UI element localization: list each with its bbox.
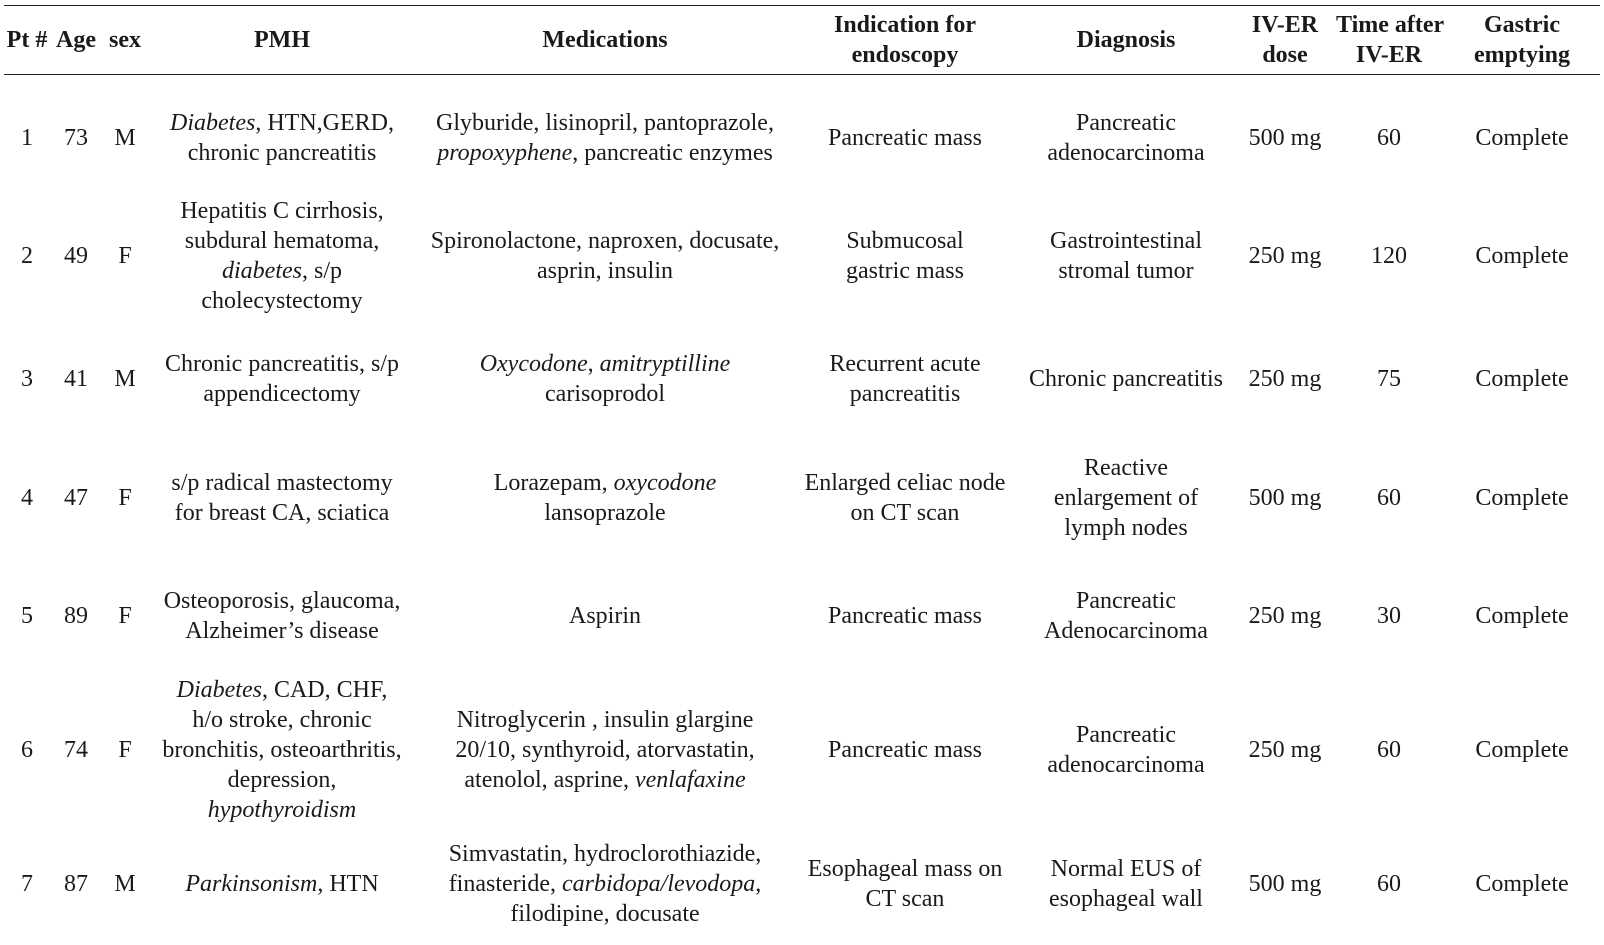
cell-age: 89 (64, 603, 88, 629)
cell-sex: M (114, 366, 136, 392)
header-age: Age (56, 27, 96, 53)
header-dose (1236, 6, 1334, 75)
header-pmh: PMH (254, 27, 310, 53)
cell-gastric: Complete (1475, 737, 1569, 763)
cell-medications-text: filodipine, docusate (510, 901, 700, 927)
cell-medications-italic: Oxycodone (479, 351, 588, 377)
cell-pmh-italic: Parkinsonism (185, 871, 318, 897)
cell-sex: F (118, 243, 132, 269)
cell-medications-line (418, 468, 792, 498)
cell-gastric: Complete (1475, 125, 1569, 151)
cell-pmh (148, 75, 416, 194)
cell-sex: F (118, 737, 132, 763)
cell-medications-line (418, 108, 792, 138)
cell-indication-line: CT scan (865, 886, 945, 912)
cell-medications-line (418, 735, 792, 765)
cell-indication (794, 825, 1016, 943)
cell-sex: F (118, 485, 132, 511)
cell-pmh-text: subdural hematoma, (184, 228, 380, 254)
cell-diagnosis-line: Chronic pancreatitis (1029, 366, 1223, 392)
cell-pmh-line (150, 675, 414, 705)
cell-pt: 2 (21, 243, 33, 269)
header-indication-line2: endoscopy (851, 42, 959, 68)
cell-medications (416, 319, 794, 439)
cell-diagnosis-line: Gastrointestinal (1050, 228, 1202, 254)
cell-pmh-line (150, 349, 414, 379)
cell-diagnosis-line: Pancreatic (1076, 588, 1176, 614)
cell-pmh (148, 319, 416, 439)
header-gastric-line1: Gastric (1484, 12, 1560, 38)
cell-medications-line (418, 138, 792, 168)
cell-pmh (148, 193, 416, 319)
cell-pmh-line (150, 705, 414, 735)
cell-diagnosis (1016, 439, 1236, 557)
cell-pmh (148, 675, 416, 825)
cell-pmh-text: , CAD, CHF, (261, 677, 388, 703)
cell-indication (794, 439, 1016, 557)
table-row (4, 193, 1600, 319)
cell-gastric: Complete (1475, 871, 1569, 897)
cell-time: 60 (1377, 737, 1401, 763)
cell-medications (416, 439, 794, 557)
cell-pmh-text: s/p radical mastectomy (171, 470, 393, 496)
cell-indication-line: Enlarged celiac node (804, 470, 1006, 496)
cell-pmh-line (150, 586, 414, 616)
table-row (4, 825, 1600, 943)
cell-diagnosis-line: adenocarcinoma (1047, 140, 1205, 166)
cell-medications-line (418, 705, 792, 735)
cell-indication-line: pancreatitis (849, 381, 961, 407)
cell-medications (416, 557, 794, 675)
header-gastric-line2: emptying (1474, 42, 1570, 68)
cell-medications-line (418, 869, 792, 899)
cell-medications-text: Lorazepam, (493, 470, 614, 496)
cell-pmh-line (150, 468, 414, 498)
cell-pmh-line (150, 256, 414, 286)
cell-pt: 5 (21, 603, 33, 629)
cell-diagnosis (1016, 319, 1236, 439)
header-medications: Medications (542, 27, 668, 53)
table-row (4, 75, 1600, 194)
cell-gastric: Complete (1475, 603, 1569, 629)
cell-age: 41 (64, 366, 88, 392)
cell-age: 47 (64, 485, 88, 511)
cell-medications-line (418, 349, 792, 379)
medications-italic: venlafaxine (635, 767, 746, 793)
cell-medications (416, 825, 794, 943)
cell-age: 73 (64, 125, 88, 151)
cell-pmh-text: cholecystectomy (201, 288, 363, 314)
cell-pmh-italic: Diabetes (176, 677, 262, 703)
cell-medications-text: finasteride, (448, 871, 562, 897)
cell-dose: 500 mg (1248, 871, 1322, 897)
cell-indication (794, 557, 1016, 675)
table-row (4, 319, 1600, 439)
cell-diagnosis-line: stromal tumor (1058, 258, 1194, 284)
cell-dose: 250 mg (1248, 243, 1322, 269)
cell-medications-line (418, 899, 792, 929)
cell-medications-line (418, 256, 792, 286)
cell-indication-line: Submucosal (846, 228, 964, 254)
cell-pmh-italic: diabetes (222, 258, 302, 284)
cell-sex: M (114, 125, 136, 151)
cell-pmh-text: Alzheimer’s disease (185, 618, 379, 644)
cell-pmh (148, 439, 416, 557)
cell-pmh-text: h/o stroke, chronic (192, 707, 372, 733)
cell-age: 49 (64, 243, 88, 269)
cell-pmh-line (150, 735, 414, 765)
cell-indication-line: Pancreatic mass (828, 603, 982, 629)
cell-pmh-line (150, 498, 414, 528)
cell-pmh-text: Hepatitis C cirrhosis, (180, 198, 384, 224)
cell-pmh-text: depression, (227, 767, 337, 793)
cell-pmh-italic: Diabetes (170, 110, 256, 136)
cell-medications-text: asprin, insulin (537, 258, 673, 284)
cell-diagnosis (1016, 825, 1236, 943)
cell-pt: 1 (21, 125, 33, 151)
cell-pmh-italic: hypothyroidism (207, 797, 357, 823)
medications-italic: carbidopa/levodopa (561, 871, 756, 897)
cell-diagnosis (1016, 557, 1236, 675)
cell-pmh-line (150, 765, 414, 795)
cell-pmh-line (150, 226, 414, 256)
cell-age: 74 (64, 737, 88, 763)
header-time (1334, 6, 1444, 75)
cell-medications-text: atenolol, asprine, (464, 767, 635, 793)
cell-dose: 500 mg (1248, 485, 1322, 511)
cell-diagnosis-line: Reactive (1084, 455, 1168, 481)
cell-pmh (148, 557, 416, 675)
cell-medications-text: carisoprodol (545, 381, 665, 407)
cell-medications-line (418, 601, 792, 631)
cell-dose: 250 mg (1248, 366, 1322, 392)
cell-pt: 7 (21, 871, 33, 897)
cell-indication (794, 319, 1016, 439)
cell-pmh-line (150, 108, 414, 138)
cell-indication-line: Pancreatic mass (828, 125, 982, 151)
cell-pmh-text: for breast CA, sciatica (174, 500, 390, 526)
cell-medications-text: , pancreatic enzymes (572, 140, 773, 166)
cell-medications-line (418, 379, 792, 409)
cell-pmh-line (150, 795, 414, 825)
cell-diagnosis-line: Pancreatic (1076, 110, 1176, 136)
cell-pmh-line (150, 869, 414, 899)
cell-diagnosis-line: Adenocarcinoma (1044, 618, 1208, 644)
header-sex: sex (109, 27, 141, 53)
cell-pmh-text: , HTN,GERD, (255, 110, 394, 136)
cell-gastric: Complete (1475, 485, 1569, 511)
cell-pmh-line (150, 196, 414, 226)
cell-diagnosis (1016, 675, 1236, 825)
cell-pmh-text: appendicectomy (203, 381, 361, 407)
cell-medications (416, 675, 794, 825)
cell-medications-italic: propoxyphene (437, 140, 573, 166)
cell-medications-text: Glyburide, lisinopril, pantoprazole, (436, 110, 774, 136)
cell-medications (416, 75, 794, 194)
cell-medications-line (418, 839, 792, 869)
cell-pmh-text: Osteoporosis, glaucoma, (163, 588, 401, 614)
cell-diagnosis-line: esophageal wall (1049, 886, 1203, 912)
cell-indication-line: gastric mass (846, 258, 964, 284)
cell-dose: 500 mg (1248, 125, 1322, 151)
cell-gastric: Complete (1475, 366, 1569, 392)
cell-indication-line: Recurrent acute (829, 351, 981, 377)
cell-diagnosis (1016, 193, 1236, 319)
cell-medications-text: Simvastatin, hydroclorothiazide, (448, 841, 762, 867)
cell-medications-text: Spironolactone, naproxen, docusate, (430, 228, 780, 254)
cell-diagnosis-line: enlargement of (1053, 485, 1199, 511)
header-indication (794, 6, 1016, 75)
cell-pmh (148, 825, 416, 943)
cell-diagnosis-line: lymph nodes (1064, 515, 1188, 541)
cell-indication-line: on CT scan (850, 500, 960, 526)
header-time-line2: IV-ER (1355, 42, 1423, 68)
header-dose-line2: dose (1262, 42, 1308, 68)
medications-text: , (755, 871, 762, 897)
header-dose-line1: IV-ER (1251, 12, 1319, 38)
cell-pt: 4 (21, 485, 33, 511)
cell-diagnosis (1016, 75, 1236, 194)
cell-indication (794, 675, 1016, 825)
cell-time: 120 (1371, 243, 1407, 269)
medications-italic: amitryptilline (599, 351, 731, 377)
cell-diagnosis-line: Normal EUS of (1050, 856, 1202, 882)
cell-diagnosis-line: adenocarcinoma (1047, 752, 1205, 778)
table-body (4, 75, 1600, 944)
cell-medications-text: Aspirin (569, 603, 641, 629)
header-indication-line1: Indication for (833, 12, 976, 38)
cell-dose: 250 mg (1248, 737, 1322, 763)
cell-gastric: Complete (1475, 243, 1569, 269)
table-row (4, 675, 1600, 825)
cell-medications-line (418, 226, 792, 256)
cell-pmh-line (150, 379, 414, 409)
patient-table (4, 5, 1600, 943)
cell-time: 60 (1377, 125, 1401, 151)
cell-time: 60 (1377, 871, 1401, 897)
medications-italic: oxycodone (613, 470, 717, 496)
cell-dose: 250 mg (1248, 603, 1322, 629)
cell-pmh-text: , s/p (301, 258, 342, 284)
header-pt: Pt # (6, 27, 48, 53)
cell-pmh-line (150, 138, 414, 168)
cell-pmh-line (150, 286, 414, 316)
cell-pt: 6 (21, 737, 33, 763)
cell-medications-text: Nitroglycerin , insulin glargine (456, 707, 754, 733)
cell-medications (416, 193, 794, 319)
cell-indication (794, 75, 1016, 194)
cell-time: 30 (1377, 603, 1401, 629)
header-time-line1: Time after (1336, 12, 1445, 38)
cell-pmh-line (150, 616, 414, 646)
cell-pt: 3 (21, 366, 33, 392)
header-diagnosis: Diagnosis (1076, 27, 1176, 53)
cell-medications-line (418, 498, 792, 528)
header-row (4, 6, 1600, 75)
cell-pmh-text: Chronic pancreatitis, s/p (165, 351, 399, 377)
table-row (4, 439, 1600, 557)
cell-age: 87 (64, 871, 88, 897)
cell-pmh-text: bronchitis, osteoarthritis, (162, 737, 402, 763)
cell-medications-text: , (587, 351, 600, 377)
cell-pmh-text: , HTN (317, 871, 379, 897)
cell-time: 60 (1377, 485, 1401, 511)
cell-medications-text: 20/10, synthyroid, atorvastatin, (455, 737, 755, 763)
cell-sex: M (114, 871, 136, 897)
cell-indication-line: Esophageal mass on (807, 856, 1003, 882)
cell-pmh-text: chronic pancreatitis (187, 140, 377, 166)
cell-sex: F (118, 603, 132, 629)
cell-indication-line: Pancreatic mass (828, 737, 982, 763)
cell-medications-text: lansoprazole (544, 500, 666, 526)
cell-medications-line (418, 765, 792, 795)
cell-time: 75 (1377, 366, 1401, 392)
cell-diagnosis-line: Pancreatic (1076, 722, 1176, 748)
table-row (4, 557, 1600, 675)
cell-indication (794, 193, 1016, 319)
table-header (4, 6, 1600, 75)
header-gastric (1444, 6, 1600, 75)
